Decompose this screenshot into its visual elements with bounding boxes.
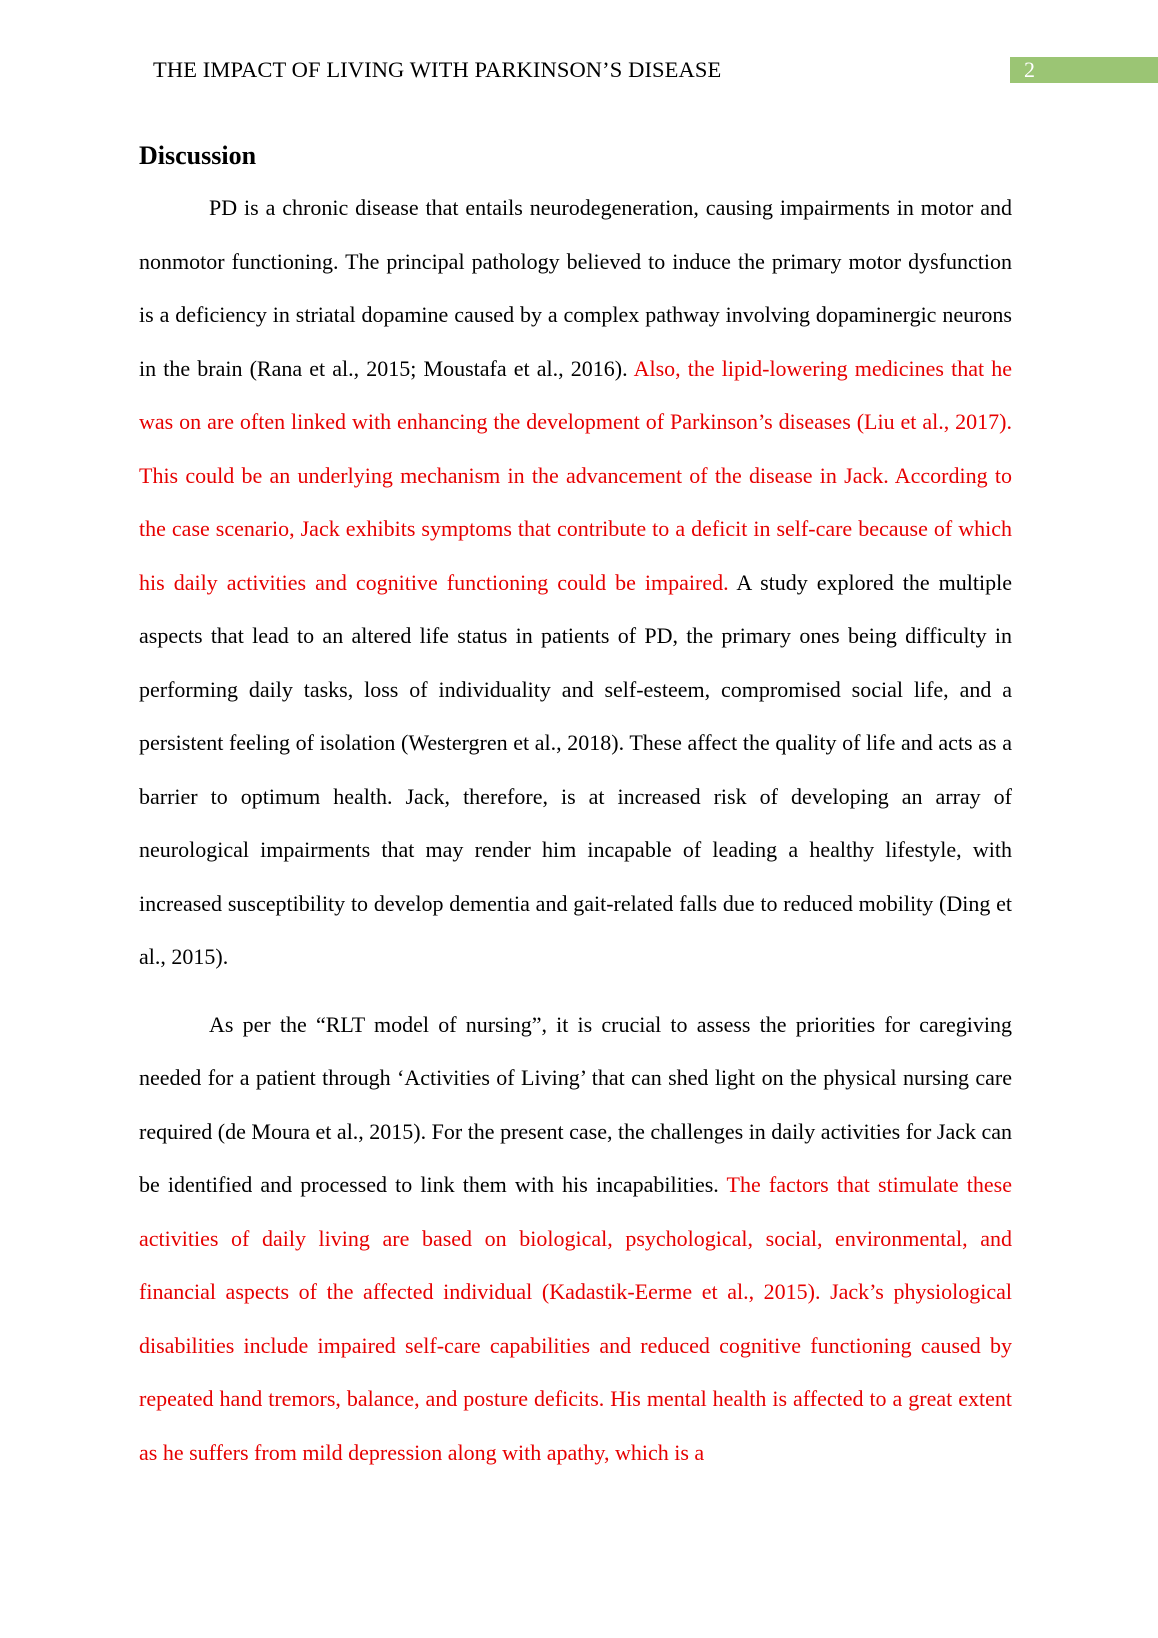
paragraph-segment: As per the “RLT model of nursing”, it is crucial to assess the priorities for caregiving needed for a patient through ‘Activities of Living’ that can shed light on the physical nursing care required (de Moura et al., 2015). For the present case, the challenges in daily activities for Jack can be identified and processed to link them with his incapabilities. bbox=[139, 1011, 1012, 1197]
body-paragraph bbox=[139, 998, 1012, 1480]
running-head-title: THE IMPACT OF LIVING WITH PARKINSON’S DISEASE bbox=[153, 57, 722, 82]
paragraph-segment: A study explored the multiple aspects that lead to an altered life status in patients of PD, the primary ones being difficulty in performing daily tasks, loss of individuality and self-esteem, compromised social life, and a persistent feeling of isolation (Westergren et al., 2018). These affect the quality of life and acts as a barrier to optimum health. Jack, therefore, is at increased risk of developing an array of neurological impairments that may render him incapable of leading a healthy lifestyle, with increased susceptibility to develop dementia and gait-related falls due to reduced mobility (Ding et al., 2015). bbox=[139, 569, 1012, 969]
document-body bbox=[139, 139, 1012, 1479]
paragraph-segment: PD is a chronic disease that entails neurodegeneration, causing impairments in motor and nonmotor functioning. The principal pathology believed to induce the primary motor dysfunction is a deficiency in striatal dopamine caused by a complex pathway involving dopaminergic neurons in the brain (Rana et al., 2015; Moustafa et al., 2016). bbox=[139, 195, 1012, 381]
section-heading: Discussion bbox=[139, 141, 257, 170]
highlighted-segment: The factors that stimulate these activities of daily living are based on biological, psychological, social, environmental, and financial aspects of the affected individual (Kadastik-Eerme et al., 2015). Jack’s physiological disabilities include impaired self-care capabilities and reduced cognitive functioning caused by repeated hand tremors, balance, and posture deficits. His mental health is affected to a great extent as he suffers from mild depression along with apathy, which is a bbox=[139, 1172, 1012, 1465]
page-number-badge: 2 bbox=[1010, 57, 1158, 83]
body-paragraph bbox=[139, 181, 1012, 984]
highlighted-segment: Also, the lipid-lowering medicines that he was on are often linked with enhancing the development of Parkinson’s diseases (Liu et al., 2017). This could be an underlying mechanism in the advancement of the disease in Jack. According to the case scenario, Jack exhibits symptoms that contribute to a deficit in self-care because of which his daily activities and cognitive functioning could be impaired. bbox=[139, 355, 1012, 595]
page-header bbox=[153, 56, 1158, 84]
